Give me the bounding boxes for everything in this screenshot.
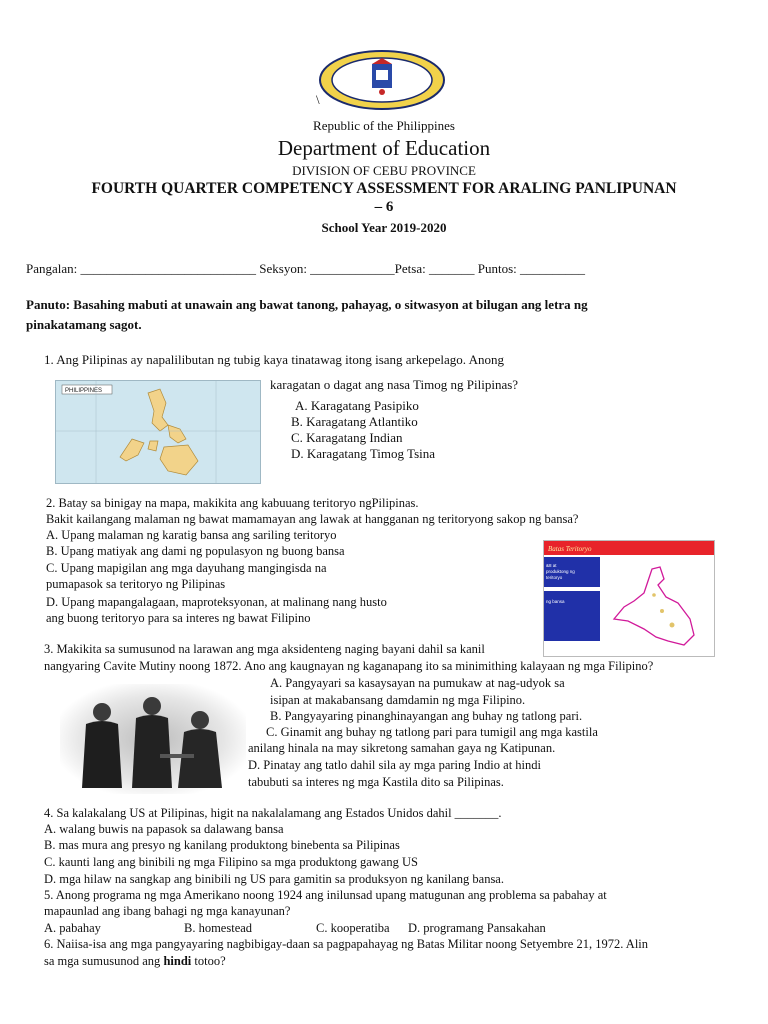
philippines-map-graphic — [56, 381, 260, 483]
assessment-title: FOURTH QUARTER COMPETENCY ASSESSMENT FOR ARALING PANLIPUNAN — [91, 180, 677, 197]
q3-choice-c-cont: anilang hinala na may sikretong samahan gaya ng Katipunan. — [248, 741, 556, 755]
school-year: School Year 2019-2020 — [321, 220, 447, 235]
q4-choice-a: A. walang buwis na papasok sa dalawang bansa — [44, 822, 284, 836]
q4-stem: 4. Sa kalakalang US at Pilipinas, higit na nakalalamang ang Estados Unidos dahil _______. — [44, 806, 502, 820]
q5-choice-c: C. kooperatiba — [316, 921, 390, 935]
territory-map — [543, 540, 715, 657]
q2-stem-line-1: 2. Batay sa binigay na mapa, makikita ang kabuuang teritoryo ngPilipinas. — [46, 496, 419, 510]
q5-choice-a: A. pabahay — [44, 921, 101, 935]
territory-map-note-3: teritoryo — [546, 575, 563, 580]
map-title: PHILIPPINES — [65, 388, 103, 394]
assessment-title-grade: – 6 — [374, 199, 394, 215]
q1-stem-line-1: 1. Ang Pilipinas ay napalilibutan ng tubig kaya tinatawag itong isang arkepelago. Anong — [44, 352, 504, 367]
territory-map-note-1: &8 at — [546, 563, 557, 568]
deped-seal — [318, 50, 446, 110]
q2-choice-c-cont: pumapasok sa teritoryo ng Pilipinas — [46, 577, 226, 591]
q6-stem-pre: sa mga sumusunod ang — [44, 954, 164, 968]
q2-choice-a: A. Upang malaman ng karatig bansa ang sariling teritoryo — [46, 528, 337, 542]
q3-choice-a-cont: isipan at makabansang damdamin ng mga Filipino. — [270, 693, 526, 707]
q1-choice-c: C. Karagatang Indian — [291, 430, 403, 445]
territory-map-graphic — [544, 541, 714, 656]
q2-choice-d-cont: ang buong teritoryo para sa interes ng bawat Filipino — [46, 611, 311, 625]
q2-choice-b: B. Upang matiyak ang dami ng populasyon ng buong bansa — [46, 544, 345, 558]
q3-choice-d: D. Pinatay ang tatlo dahil sila ay mga paring Indio at hindi — [248, 758, 541, 772]
student-info-line: Pangalan: ___________________________ Seksyon: _____________Petsa: _______ Puntos: __________ — [26, 261, 585, 276]
q4-choice-d: D. mga hilaw na sangkap ang binibili ng US para gamitin sa produksyon ng kanilang bansa. — [44, 872, 504, 886]
q6-stem-post: totoo? — [191, 954, 226, 968]
q4-choice-c: C. kaunti lang ang binibili ng mga Filipino sa mga produktong gawang US — [44, 855, 418, 869]
q5-stem-line-2: mapaunlad ang ibang bahagi ng mga kanayunan? — [44, 904, 291, 918]
territory-map-title: Batas Teritoryo — [548, 545, 592, 553]
q3-stem-line-2: nangyaring Cavite Mutiny noong 1872. Ano ang kaugnayan ng kaganapang ito sa minimithing kalayaan ng mga Filipino? — [44, 659, 654, 673]
q5-stem-line-1: 5. Anong programa ng mga Amerikano noong 1924 ang inilunsad upang matugunan ang problema sa pabahay at — [44, 888, 607, 902]
territory-map-note-2: produktong ng — [546, 569, 575, 574]
instructions-line-2: pinakatamang sagot. — [26, 317, 142, 332]
q1-choice-b: B. Karagatang Atlantiko — [291, 414, 418, 429]
q2-choice-c: C. Upang mapigilan ang mga dayuhang mangingisda na — [46, 561, 327, 575]
division-line: DIVISION OF CEBU PROVINCE — [292, 163, 476, 178]
instructions-line-1: Panuto: Basahing mabuti at unawain ang bawat tanong, pahayag, o sitwasyon at bilugan ang letra ng — [26, 297, 588, 312]
q3-choice-a: A. Pangyayari sa kasaysayan na pumukaw at nag-udyok sa — [270, 676, 565, 690]
q1-stem-line-2: karagatan o dagat ang nasa Timog ng Pilipinas? — [270, 377, 519, 392]
q5-choice-b: B. homestead — [184, 921, 253, 935]
q2-choice-d: D. Upang mapangalagaan, maproteksyonan, at malinang nang husto — [46, 595, 387, 609]
q3-choice-b: B. Pangyayaring pinanghinayangan ang buhay ng tatlong pari. — [270, 709, 583, 723]
q1-choice-a: A. Karagatang Pasipiko — [295, 398, 419, 413]
department-title: Department of Education — [277, 136, 491, 160]
q5-choice-d: D. programang Pansakahan — [408, 921, 546, 935]
q3-choice-c: C. Ginamit ang buhay ng tatlong pari para tumigil ang mga kastila — [266, 725, 598, 739]
territory-map-note-4: ng bansa — [546, 599, 565, 604]
republic-line: Republic of the Philippines — [313, 118, 455, 133]
gomburza-photo — [60, 684, 246, 794]
philippines-map — [55, 380, 261, 484]
q2-stem-line-2: Bakit kailangang malaman ng bawat mamamayan ang lawak at hangganan ng teritoryong sakop ng bansa? — [46, 512, 579, 526]
backslash-mark: \ — [316, 92, 320, 107]
q6-stem-emphasis: hindi — [163, 954, 192, 968]
q4-choice-b: B. mas mura ang presyo ng kanilang produktong binebenta sa Pilipinas — [44, 838, 400, 852]
q1-choice-d: D. Karagatang Timog Tsina — [291, 446, 436, 461]
q3-stem-line-1: 3. Makikita sa sumusunod na larawan ang mga aksidenteng naging bayani dahil sa kanil — [44, 642, 485, 656]
gomburza-photo-graphic — [60, 684, 246, 794]
q3-choice-d-cont: tabubuti sa interes ng mga Kastila dito sa Pilipinas. — [248, 775, 504, 789]
q6-stem-line-2 — [44, 954, 226, 969]
q6-stem-line-1: 6. Naiisa-isa ang mga pangyayaring nagbibigay-daan sa pagpapahayag ng Batas Militar noong Setyembre 21, 1972. Alin — [44, 937, 649, 951]
